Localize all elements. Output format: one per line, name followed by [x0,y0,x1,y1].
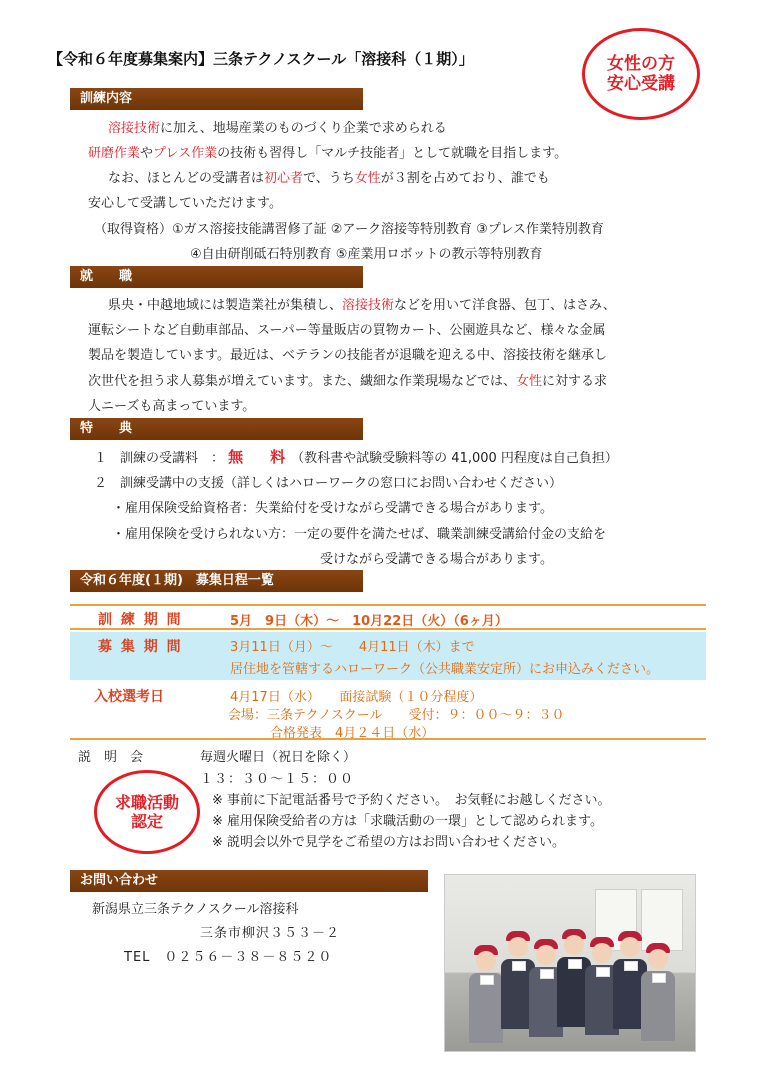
page-title: 【令和６年度募集案内】三条テクノスクール「溶接科（１期）」 [48,50,474,68]
exam-date-label: 入校選考日 [94,689,164,705]
section-benefits-heading: 特 典 [70,418,363,440]
highlight-grinding: 研磨作業 [88,146,141,161]
briefing-day: 毎週火曜日（祝日を除く） [200,750,357,765]
exam-date-value: 4月17日（水） 面接試験（１０分程度） [230,690,483,705]
section-schedule-heading: 令和６年度(１期) 募集日程一覧 [70,570,363,592]
job-search-certified-stamp [94,770,200,854]
stamp-job-line2: 認定 [130,812,163,831]
recruit-apply-note: 居住地を管轄するハローワーク（公共職業安定所）にお申込みください。 [230,662,660,677]
briefing-note-2: ※ 雇用保険受給者の方は「求職活動の一環」として認められます。 [212,814,603,829]
employment-line-4 [88,370,607,389]
training-text: なお、ほとんどの受講者は [108,171,265,186]
benefit-text: １ 訓練の受講料 ： [94,451,225,466]
training-period-value: 5月 9日（木）～ 10月22日（火）（6ヶ月） [230,614,508,629]
highlight-beginner: 初心者 [264,171,304,186]
students-group-photo [444,874,696,1052]
women-welcome-stamp [582,28,700,120]
employment-text: 次世代を担う求人募集が増えています。また、繊細な作業現場などでは、 [88,374,516,389]
briefing-note-1: ※ 事前に下記電話番号で予約ください。 お気軽にお越しください。 [212,793,611,808]
employment-line-5: 人ニーズも高まっています。 [88,399,256,414]
highlight-welding: 溶接技術 [108,121,161,136]
contact-phone: TEL ０２５６－３８－８５２０ [124,950,333,965]
training-text: が３割を占めており、誰でも [380,171,550,186]
schedule-recruit-period-row [70,632,706,680]
briefing-label: 説 明 会 [78,750,144,765]
schedule-exam-row [70,682,706,740]
training-line-2 [88,142,567,161]
section-training-heading: 訓練内容 [70,88,363,110]
briefing-note-3: ※ 説明会以外で見学をご希望の方はお問い合わせください。 [212,835,566,850]
section-contact-heading: お問い合わせ [70,870,428,892]
employment-text: に対する求 [541,374,607,389]
highlight-women: 女性 [515,374,542,389]
employment-line-2: 運転シートなど自動車部品、スーパー等量販店の買物カート、公園遊具など、様々な金属 [88,323,606,338]
training-line-4: 安心して受講していただけます。 [88,196,282,211]
free-tuition-label: 無 料 [228,448,292,466]
highlight-press: プレス作業 [153,146,218,161]
training-text: や [140,146,154,161]
training-text: に加え、地場産業のものづくり企業で求められる [160,121,447,136]
stamp-women-line1: 女性の方 [607,53,675,74]
contact-address: 三条市柳沢３５３－２ [200,926,341,941]
benefit-line-1 [94,446,618,467]
schedule-training-period-row [70,604,706,630]
stamp-women-line2: 安心受講 [607,74,675,94]
employment-text: 県央・中越地域には製造業社が集積し、 [108,298,343,313]
exam-venue: 会場：三条テクノスクール 受付：９：００～９：３０ [228,708,565,723]
benefit-line-4: ・雇用保険を受けられない方：一定の要件を満たせば、職業訓練受講給付金の支給を [112,527,607,542]
employment-text: などを用いて洋食器、包丁、はさみ、 [394,298,616,313]
highlight-women: 女性 [354,171,381,186]
employment-line-1 [108,294,616,313]
benefit-line-5: 受けながら受講できる場合があります。 [320,552,553,567]
training-text: の技術も習得し「マルチ技能者」として就職を目指します。 [217,146,568,161]
highlight-welding: 溶接技術 [342,298,395,313]
qualifications-line-2: ④自由研削砥石特別教育 ⑤産業用ロボットの教示等特別教育 [190,247,543,262]
benefit-line-3: ・雇用保険受給資格者：失業給付を受けながら受講できる場合があります。 [112,501,553,516]
recruit-period-value: 3月11日（月）～ 4月11日（木）まで [230,640,475,655]
training-line-3 [108,167,550,186]
stamp-job-line1: 求職活動 [114,792,179,812]
training-line-1 [108,117,447,136]
benefit-line-2: ２ 訓練受講中の支援（詳しくはハローワークの窓口にお問い合わせください） [94,476,563,491]
section-employment-heading: 就 職 [70,266,363,288]
qualifications-line-1: （取得資格）①ガス溶接技能講習修了証 ②アーク溶接等特別教育 ③プレス作業特別教育 [94,222,604,237]
employment-line-3: 製品を製造しています。最近は、ベテランの技能者が退職を迎える中、溶接技術を継承し [88,348,607,363]
briefing-time: １３：３０～１５：００ [200,772,355,787]
training-period-label: 訓 練 期 間 [98,612,183,628]
exam-result-date: 合格発表 4月２４日（水） [270,726,435,741]
contact-school-name: 新潟県立三条テクノスクール溶接科 [92,902,299,917]
training-text: で、うち [303,171,355,186]
recruit-period-label: 募 集 期 間 [98,639,183,655]
benefit-text: （教科書や試験受験料等の 41,000 円程度は自己負担） [291,451,618,466]
